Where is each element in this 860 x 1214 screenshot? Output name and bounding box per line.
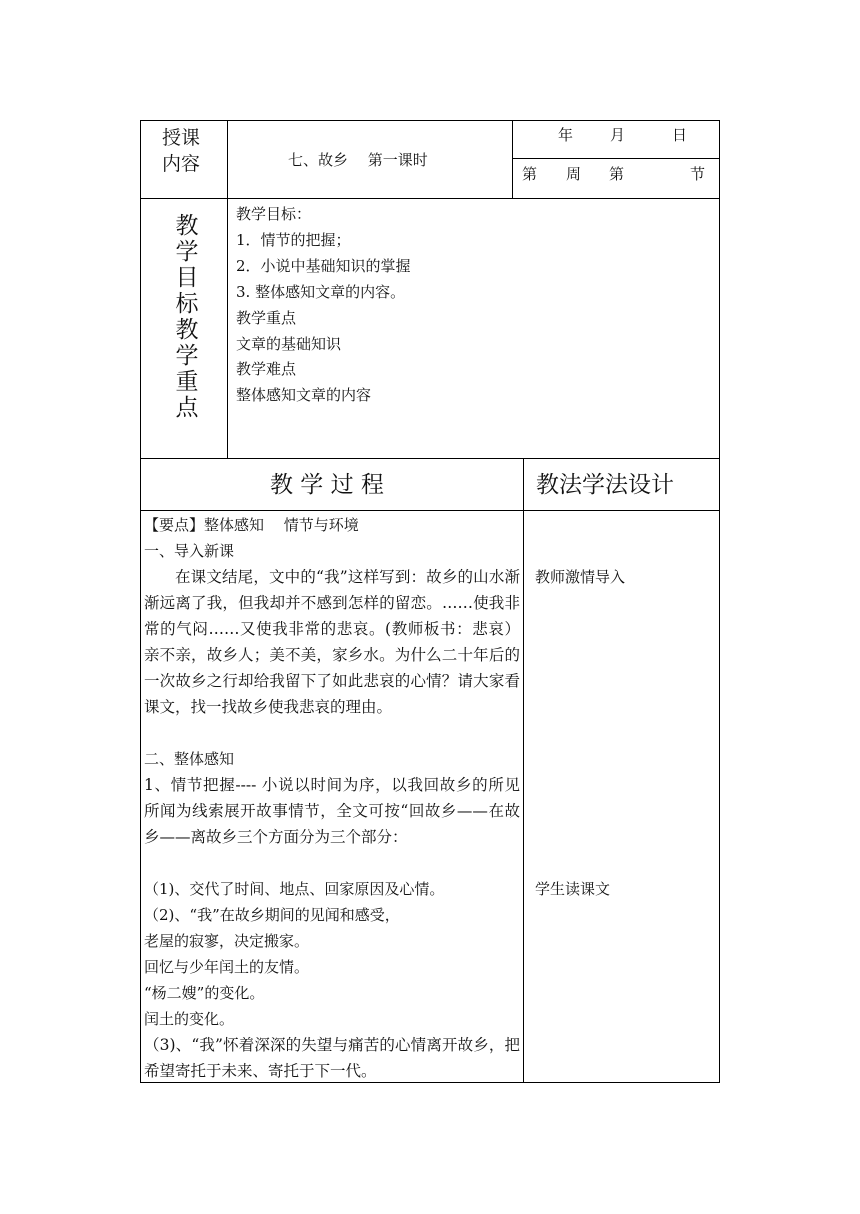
process-column-divider — [523, 458, 524, 1083]
date-column-divider — [512, 120, 513, 199]
lesson-title: 七、故乡 第一课时 — [288, 151, 428, 169]
objective-line: 文章的基础知识 — [236, 335, 342, 353]
label-column-divider — [227, 120, 228, 459]
week-zhou: 周 — [566, 165, 582, 183]
header-label-line1: 授课 — [162, 127, 201, 149]
key-point-line: 【要点】整体感知 情节与环境 — [144, 516, 359, 534]
date-year: 年 — [558, 126, 574, 144]
section-heading-intro: 一、导入新课 — [144, 542, 235, 560]
date-day: 日 — [672, 126, 688, 144]
plot-part-1: （1)、交代了时间、地点、回家原因及心情。 — [144, 880, 445, 898]
plot-detail: “杨二嫂”的变化。 — [144, 984, 265, 1002]
date-month: 月 — [610, 126, 626, 144]
vertical-char: 点 — [175, 395, 199, 421]
plot-detail: 老屋的寂寥，决定搬家。 — [144, 932, 310, 950]
header-label-line2: 内容 — [162, 153, 201, 175]
vertical-char: 教 — [175, 213, 199, 239]
process-header-bottom — [140, 510, 720, 511]
vertical-char: 学 — [175, 239, 199, 265]
vertical-char: 目 — [175, 265, 199, 291]
week-jie: 节 — [690, 165, 706, 183]
process-header-right: 教法学法设计 — [536, 472, 674, 498]
objective-line: 教学重点 — [236, 309, 297, 327]
date-row-divider — [512, 158, 720, 159]
vertical-char: 教 — [175, 317, 199, 343]
vertical-char: 标 — [175, 291, 199, 317]
objective-line: 教学难点 — [236, 360, 297, 378]
table-border-left — [140, 120, 141, 1083]
plot-part-3: （3)、“我”怀着深深的失望与痛苦的心情离开故乡，把希望寄托于未来、寄托于下一代。 — [144, 1036, 520, 1080]
method-note-1: 教师激情导入 — [535, 568, 626, 586]
plot-paragraph: 1、情节把握---- 小说以时间为序，以我回故乡的所见所闻为线索展开故事情节，全文可按“回故乡——在故乡——离故乡三个方面分为三个部分： — [144, 776, 520, 846]
vertical-char: 重 — [175, 369, 199, 395]
objectives-vertical-label — [172, 213, 202, 421]
objective-line: 3. 整体感知文章的内容。 — [236, 283, 406, 301]
plot-part-2: （2)、“我”在故乡期间的见闻和感受， — [144, 906, 400, 924]
objective-line: 2．小说中基础知识的掌握 — [236, 257, 411, 275]
week-di-1: 第 — [522, 165, 538, 183]
section-heading-overview: 二、整体感知 — [144, 750, 235, 768]
objective-line: 1．情节的把握； — [236, 231, 351, 249]
plot-detail: 闰土的变化。 — [144, 1010, 235, 1028]
vertical-char: 学 — [175, 343, 199, 369]
method-note-2: 学生读课文 — [535, 880, 611, 898]
plot-detail: 回忆与少年闰土的友情。 — [144, 958, 310, 976]
intro-paragraph: 在课文结尾，文中的“我”这样写到：故乡的山水渐渐远离了我，但我却并不感到怎样的留恋。……使我非常的气闷……又使我非常的悲哀。(教师板书：悲哀）亲不亲，故乡人；美不美，家乡水。为什么二十年后的一次故乡之行却给我留下了如此悲哀的心情？请大家看课文，找一找故乡使我悲哀的理由。 — [144, 568, 520, 716]
objective-line: 整体感知文章的内容 — [236, 386, 372, 404]
table-border-right — [719, 120, 720, 1083]
process-header-left: 教 学 过 程 — [270, 472, 384, 498]
objective-line: 教学目标： — [236, 205, 312, 223]
week-di-2: 第 — [609, 165, 625, 183]
